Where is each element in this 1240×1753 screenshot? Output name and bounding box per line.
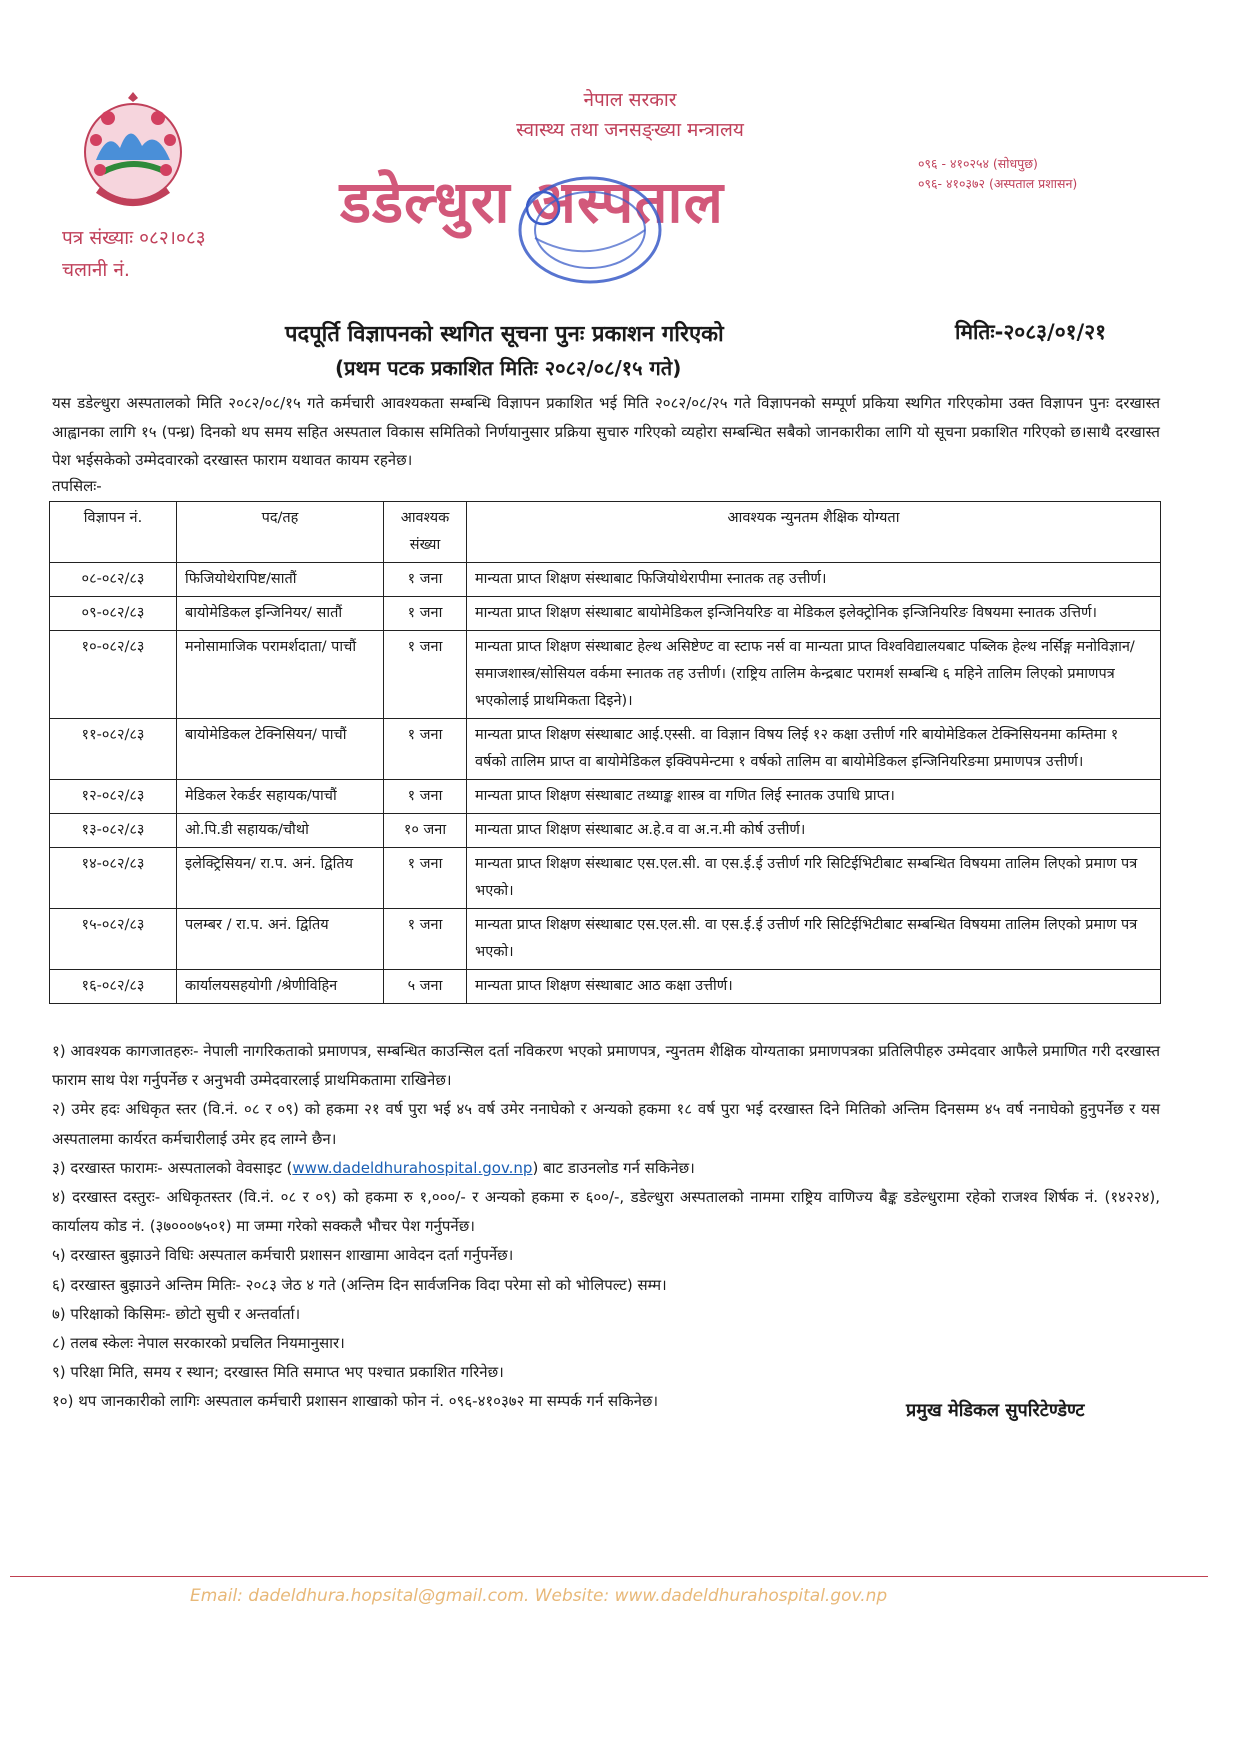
required-count: १ जना: [384, 909, 467, 970]
ad-number: ११-०८२/८३: [50, 719, 177, 780]
required-count: १ जना: [384, 719, 467, 780]
reference-numbers: [62, 222, 206, 286]
table-row: [50, 909, 1161, 970]
phone-enquiry: ०९६ - ४१०२५४ (सोधपुछ): [918, 156, 1038, 171]
condition-text: ३) दरखास्त फारामः- अस्पतालको वेवसाइट (: [52, 1158, 293, 1177]
post-level: इलेक्ट्रिसियन/ रा.प. अनं. द्वितिय: [177, 848, 384, 909]
gov-line-1: नेपाल सरकार: [583, 89, 677, 111]
phone-admin: ०९६- ४१०३७२ (अस्पताल प्रशासन): [918, 176, 1078, 191]
condition-item: ९) परिक्षा मिति, समय र स्थान; दरखास्त मिति समाप्त भए पश्चात प्रकाशित गरिनेछ।: [52, 1363, 504, 1382]
ad-number: १६-०८२/८३: [50, 970, 177, 1004]
website-link[interactable]: www.dadeldhurahospital.gov.np: [292, 1158, 533, 1177]
dispatch-number: चलानी नं.: [62, 259, 130, 281]
phone-numbers: [918, 154, 1077, 194]
ad-number: ०९-०८२/८३: [50, 597, 177, 631]
col-header-post: पद/तह: [177, 502, 384, 563]
condition-item: ५) दरखास्त बुझाउने विधिः अस्पताल कर्मचारी प्रशासन शाखामा आवेदन दर्ता गर्नुपर्नेछ।: [52, 1246, 514, 1265]
table-row: [50, 563, 1161, 597]
col-header-count: आवश्यक संख्या: [384, 502, 467, 563]
details-label: तपसिलः-: [52, 477, 102, 495]
table-header-row: [50, 502, 1161, 563]
ad-number: १२-०८२/८३: [50, 780, 177, 814]
gov-line-2: स्वास्थ्य तथा जनसङ्ख्या मन्त्रालय: [516, 119, 744, 141]
ad-number: १५-०८२/८३: [50, 909, 177, 970]
table-row: [50, 719, 1161, 780]
qualification: मान्यता प्राप्त शिक्षण संस्थाबाट तथ्याङ्क शास्त्र वा गणित लिई स्नातक उपाधि प्राप्त।: [467, 780, 1161, 814]
qualification: मान्यता प्राप्त शिक्षण संस्थाबाट बायोमेडिकल इन्जिनियरिङ वा मेडिकल इलेक्ट्रोनिक इन्जिनियरिङ विषयमा स्नातक उत्तिर्ण।: [467, 597, 1161, 631]
required-count: १ जना: [384, 563, 467, 597]
vacancy-table: [49, 501, 1161, 1004]
footer-contact: Email: dadeldhura.hopsital@gmail.com. Website: www.dadeldhurahospital.gov.np: [190, 1586, 888, 1606]
qualification: मान्यता प्राप्त शिक्षण संस्थाबाट आई.एस्सी. वा विज्ञान विषय लिई १२ कक्षा उत्तीर्ण गरि बायोमेडिकल टेक्निसियनमा कम्तिमा १ वर्षको तालिम प्राप्त वा बायोमेडिकल इक्विपमेन्टमा १ वर्षको तालिम वा बायोमेडिकल इन्जिनियरिङमा प्रमाणपत्र उत्तीर्ण।: [467, 719, 1161, 780]
condition-item: [52, 1154, 1160, 1183]
qualification: मान्यता प्राप्त शिक्षण संस्थाबाट अ.हे.व वा अ.न.मी कोर्ष उत्तीर्ण।: [467, 814, 1161, 848]
official-stamp: [505, 168, 675, 298]
notice-subtitle: (प्रथम पटक प्रकाशित मितिः २०८२/०८/१५ गते): [335, 356, 682, 380]
table-row: [50, 597, 1161, 631]
condition-item: २) उमेर हदः अधिकृत स्तर (वि.नं. ०८ र ०९) को हकमा २१ वर्ष पुरा भई ४५ वर्ष उमेर ननाघेको र अन्यको हकमा १८ वर्ष पुरा भई दरखास्त दिने मितिको अन्तिम दिनसम्म ४५ वर्ष ननाघेको हुनुपर्नेछ र यस अस्पतालमा कार्यरत कर्मचारीलाई उमेर हद लाग्ने छैन।: [52, 1100, 1160, 1148]
qualification: मान्यता प्राप्त शिक्षण संस्थाबाट फिजियोथेरापीमा स्नातक तह उत्तीर्ण।: [467, 563, 1161, 597]
qualification: मान्यता प्राप्त शिक्षण संस्थाबाट एस.एल.सी. वा एस.ई.ई उत्तीर्ण गरि सिटिईभिटीबाट सम्बन्धित विषयमा तालिम लिएको प्रमाण पत्र भएको।: [467, 909, 1161, 970]
table-row: [50, 814, 1161, 848]
intro-paragraph: यस डडेल्धुरा अस्पतालको मिति २०८२/०८/१५ गते कर्मचारी आवश्यकता सम्बन्धि विज्ञापन प्रकाशित भई मिति २०८२/०८/२५ गते विज्ञापनको सम्पूर्ण प्रकिया स्थगित गरिएकोमा उक्त विज्ञापन पुनः दरखास्त आह्वानका लागि १५ (पन्ध्र) दिनको थप समय सहित अस्पताल विकास समितिको निर्णयानुसार प्रक्रिया सुचारु गरिएको व्यहोरा सम्बन्धित सबैको जानकारीका लागि यो सूचना प्रकाशित गरिएको छ।साथै दरखास्त पेश भईसकेको उम्मेदवारको दरखास्त फाराम यथावत कायम रहनेछ।: [52, 394, 1160, 469]
letter-number: पत्र संख्याः ०८२।०८३: [62, 227, 206, 249]
table-row: [50, 631, 1161, 719]
post-level: फिजियोथेरापिष्ट/सातौं: [177, 563, 384, 597]
post-level: बायोमेडिकल इन्जिनियर/ सातौं: [177, 597, 384, 631]
table-row: [50, 848, 1161, 909]
condition-item: ६) दरखास्त बुझाउने अन्तिम मितिः- २०८३ जेठ ४ गते (अन्तिम दिन सार्वजनिक विदा परेमा सो को भोलिपल्ट) सम्म।: [52, 1275, 667, 1294]
qualification: मान्यता प्राप्त शिक्षण संस्थाबाट हेल्थ असिष्टेण्ट वा स्टाफ नर्स वा मान्यता प्राप्त विश्वविद्यालयबाट पब्लिक हेल्थ नर्सिङ्ग मनोविज्ञान/समाजशास्त्र/सोसियल वर्कमा स्नातक तह उत्तीर्ण। (राष्ट्रिय तालिम केन्द्रबाट परामर्श सम्बन्धि ६ महिने तालिम लिएको प्रमाणपत्र भएकोलाई प्राथमिकता दिइने)।: [467, 631, 1161, 719]
col-header-ad-no: विज्ञापन नं.: [50, 502, 177, 563]
required-count: १ जना: [384, 780, 467, 814]
ad-number: १०-०८२/८३: [50, 631, 177, 719]
post-level: मेडिकल रेकर्डर सहायक/पाचौं: [177, 780, 384, 814]
post-level: ओ.पि.डी सहायक/चौथो: [177, 814, 384, 848]
ad-number: ०८-०८२/८३: [50, 563, 177, 597]
hospital-name: डडेल्धुरा अस्पताल: [340, 168, 724, 236]
notice-title: पदपूर्ति विज्ञापनको स्थगित सूचना पुनः प्रकाशन गरिएको: [285, 322, 724, 347]
footer-divider: [10, 1576, 1208, 1577]
col-header-qualification: आवश्यक न्युनतम शैक्षिक योग्यता: [467, 502, 1161, 563]
post-level: पलम्बर / रा.प. अनं. द्वितिय: [177, 909, 384, 970]
condition-item: ४) दरखास्त दस्तुरः- अधिकृतस्तर (वि.नं. ०८ र ०९) को हकमा रु १,०००/- र अन्यको हकमा रु ६००/-, डडेल्धुरा अस्पतालको नाममा राष्ट्रिय वाणिज्य बैङ्क डडेल्धुरामा रहेको राजश्व शिर्षक नं. (१४२२४), कार्यालय कोड नं. (३७०००७५०१) मा जम्मा गरेको सक्कलै भौचर पेश गर्नुपर्नेछ।: [52, 1188, 1160, 1236]
required-count: १ जना: [384, 597, 467, 631]
post-level: कार्यालयसहयोगी /श्रेणीविहिन: [177, 970, 384, 1004]
ad-number: १३-०८२/८३: [50, 814, 177, 848]
required-count: १ जना: [384, 848, 467, 909]
post-level: मनोसामाजिक परामर्शदाता/ पाचौं: [177, 631, 384, 719]
required-count: १ जना: [384, 631, 467, 719]
required-count: १० जना: [384, 814, 467, 848]
table-row: [50, 970, 1161, 1004]
conditions-list: [52, 1037, 1160, 1417]
signatory-title: प्रमुख मेडिकल सुपरिटेण्डेण्ट: [906, 1400, 1085, 1421]
nepal-emblem: [78, 90, 188, 220]
required-count: ५ जना: [384, 970, 467, 1004]
condition-item: ७) परिक्षाको किसिमः- छोटो सुची र अन्तर्वार्ता।: [52, 1304, 301, 1323]
condition-text: ) बाट डाउनलोड गर्न सकिनेछ।: [532, 1158, 695, 1177]
condition-item: १) आवश्यक कागजातहरुः- नेपाली नागरिकताको प्रमाणपत्र, सम्बन्धित काउन्सिल दर्ता नविकरण भएको प्रमाणपत्र, न्युनतम शैक्षिक योग्यताका प्रमाणपत्रका प्रतिलिपीहरु उम्मेदवार आफैले प्रमाणित गरी दरखास्त फाराम साथ पेश गर्नुपर्नेछ र अनुभवी उम्मेदवारलाई प्राथमिकतामा राखिनेछ।: [52, 1042, 1160, 1090]
qualification: मान्यता प्राप्त शिक्षण संस्थाबाट आठ कक्षा उत्तीर्ण।: [467, 970, 1161, 1004]
condition-item: १०) थप जानकारीको लागिः अस्पताल कर्मचारी प्रशासन शाखाको फोन नं. ०९६-४१०३७२ मा सम्पर्क गर्न सकिनेछ।: [52, 1392, 659, 1411]
ad-number: १४-०८२/८३: [50, 848, 177, 909]
qualification: मान्यता प्राप्त शिक्षण संस्थाबाट एस.एल.सी. वा एस.ई.ई उत्तीर्ण गरि सिटिईभिटीबाट सम्बन्धित विषयमा तालिम लिएको प्रमाण पत्र भएको।: [467, 848, 1161, 909]
notice-date: मितिः-२०८३/०१/२१: [955, 320, 1107, 344]
table-row: [50, 780, 1161, 814]
condition-item: ८) तलब स्केलः नेपाल सरकारको प्रचलित नियमानुसार।: [52, 1334, 345, 1353]
post-level: बायोमेडिकल टेक्निसियन/ पाचौं: [177, 719, 384, 780]
